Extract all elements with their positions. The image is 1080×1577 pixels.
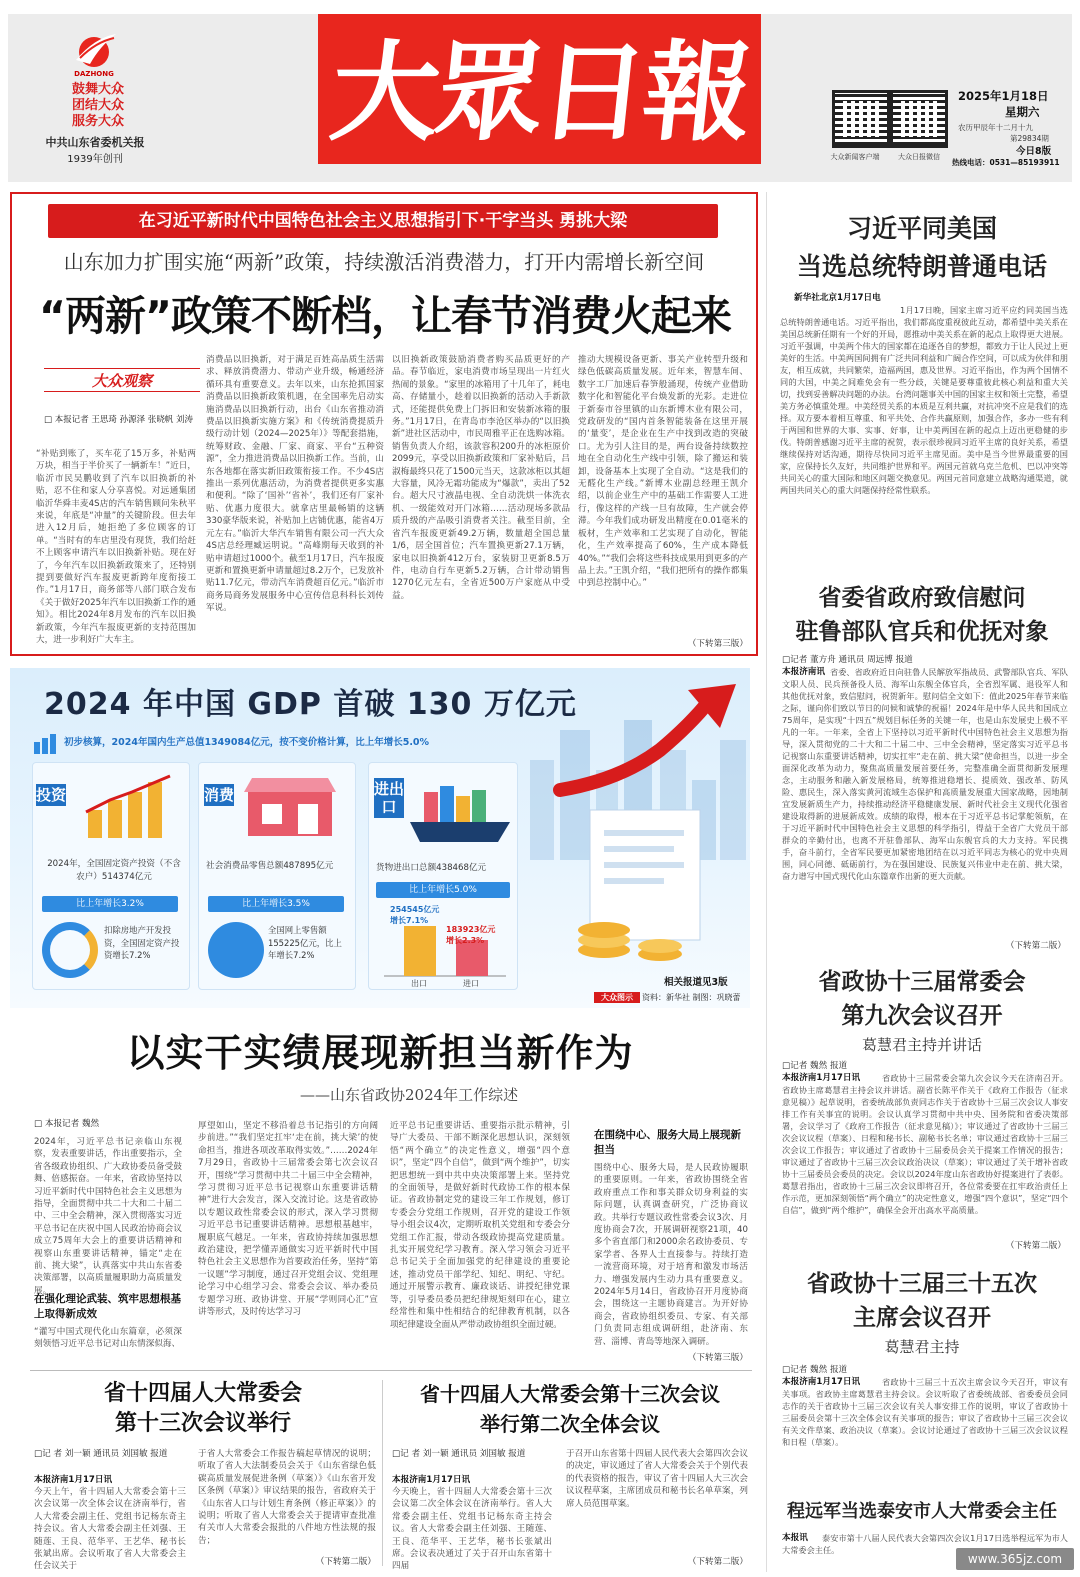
bottom-left-continued: （下转第二版）	[315, 1557, 376, 1567]
coins-icon	[32, 732, 58, 754]
masthead-title: 大眾日報	[324, 30, 755, 156]
masthead-lunar: 农历甲辰年十二月十九	[958, 123, 1033, 132]
sidebar-3-byline: □记者 魏然 报道	[782, 1061, 848, 1071]
bottom-left-text-b: 于省人大常委会工作报告稿起草情况的说明；听取了省人大法制委员会关于《山东省绿色低碳高质量发展促进条例（草案）》《山东省开发区条例（草案）》审议结果的报告，省政府关于《山东省人口与计划生育条例（修正草案）》的说明；听取了省人大常委会关于提请审查批准有关市人大常委会报批的八件地方性法规的报告；	[198, 1449, 376, 1546]
slogan-3: 服务大众	[71, 114, 124, 129]
sidebar-3-continued: （下转第二版）	[1005, 1241, 1066, 1251]
masthead-founded: 1939年创刊	[67, 154, 123, 165]
documents-illustration	[540, 790, 740, 970]
consumption-stat: 社会消费品零售总额487895亿元	[206, 861, 334, 871]
second-col-1-subhead: 在强化理论武装、筑牢思想根基上取得新成效	[34, 1293, 181, 1320]
bottom-mid-continued: （下转第二版）	[687, 1557, 748, 1567]
sidebar-3-dateline: 本报济南1月17日讯	[782, 1073, 861, 1083]
column-logo	[44, 368, 200, 392]
logo-text: DAZHONG	[74, 70, 114, 78]
sidebar-divider	[766, 192, 767, 1572]
watermark: www.365jz.com	[956, 1548, 1074, 1570]
lead-col-2: 消费品以旧换新，对于满足百姓高品质生活需求、释放消费潜力、带动产业升级，畅通经济循环具有重要意义。去年以来，山东抢抓国家消费品以旧换新政策机遇，在全国率先启动实施消费品以旧换新行动，出台《山东省推动消费品以旧换新实施方案》和《传统消费提质升级行动计划（2024—2025年）》等配套措施，统筹财政、金融、厂家、商家、平台“五种资源”，全力推进消费品以旧换新工作。当前，山东各地都在落实新旧政策衔接工作。不少4S店推出一系列优惠活动，为消费者提供更多实惠和便利。“除了‘国补’‘省补’，我们还有厂家补贴、优惠力度很大。就拿店里最畅销的这辆330豪华版来说，补贴加上店铺优惠，能省4万元左右。”临沂大华汽车销售有限公司一汽大众4S店总经理臧运明说。“高峰期每天收到的补贴申请超过1000个。截至1月17日，汽车报废更新和置换更新申请量超过8.2万个，已发放补贴11.7亿元，带动汽车消费超百亿元。”临沂市商务局商务发展服务中心宣传信息科科长刘传军说。	[206, 355, 384, 614]
trade-import-note: 183923亿元 增长2.3%	[446, 925, 496, 945]
bottom-mid-byline: □记 者 刘一颖 通讯员 刘国敏 报道	[392, 1449, 526, 1459]
trade-axis-import: 进口	[463, 979, 479, 988]
gdp-subtitle: 初步核算，2024年国内生产总值1349084亿元，按不变价格计算，比上年增长5.0%	[64, 737, 430, 748]
bottom-left-dateline: 本报济南1月17日讯	[34, 1475, 113, 1485]
lead-continued: （下转第三版）	[687, 639, 748, 649]
second-col-4-subhead: 在围绕中心、服务大局上展现新担当	[594, 1129, 741, 1156]
sidebar-3-title-2: 第九次会议召开	[841, 1003, 1003, 1029]
sidebar-3-text: 省政协十三届常委会第九次会议今天在济南召开。省政协主席葛慧君主持会议并讲话。副省长陈平作关于《政府工作报告（征求意见稿）》起草说明，省委统战部负责同志作关于省政协十三届三次会议人事安排工作有关事宜的说明。会议认真学习贯彻中共中央、国务院和省委决策部署，会议学习了《政府工作报告（征求意见稿）》；审议通过了省政协十三届三次会议议程（草案）、日程和秘书长、副秘书长名单；审议通过省政协十三届三次会议工作报告；审议通过了省政协十三届委员会关于提案工作情况的报告；审议通过了省政协十三届三次会议政治决议（草案）；审议通过了关于增补省政协十三届委员会委员的决定。会议以2024年度山东省政协好提案进行了表彰。葛慧君指出，省政协十三届三次会议即将召开，各位常委要在扛牢政治责任上作示范，更加深刻领悟“两个确立”的决定性意义，增强“四个意识”，坚定“四个自信”，做到“两个维护”，确保全会开出高水平高质量。	[782, 1073, 1068, 1215]
divider-bottom-mid	[382, 1380, 383, 1566]
masthead-weekday: 星期六	[1005, 105, 1040, 119]
sidebar-4-title-2: 主席会议召开	[853, 1305, 991, 1331]
bottom-left-text-a: 今天上午，省十四届人大常委会第十三次会议第一次全体会议在济南举行，省人大常委会副主任、党组书记杨东奇主持会议。省人大常委会副主任刘强、王随莲、王良、范华平、王艺华、秘书长张斌出席。会议听取了省人大常委会主任会议关于	[34, 1487, 186, 1572]
trade-export-note: 254545亿元 增长7.1%	[390, 905, 440, 925]
column-name: 大众观察	[91, 372, 152, 390]
lead-banner	[48, 204, 718, 238]
gdp-title: 2024 年中国 GDP 首破 130 万亿元	[44, 687, 577, 722]
sidebar-4-title-1: 省政协十三届三十五次	[807, 1271, 1037, 1297]
shop-icon	[240, 772, 340, 838]
sidebar-1-title-1: 习近平同美国	[846, 214, 997, 243]
masthead-pages: 今日8版	[1016, 146, 1052, 157]
bottom-mid-headline-1: 省十四届人大常委会第十三次会议	[420, 1382, 720, 1406]
masthead-date: 2025年1月18日	[958, 89, 1049, 103]
investment-stat: 2024年，全国固定资产投资（不含农户）514374亿元	[47, 859, 181, 882]
sidebar-3-sub: 葛慧君主持并讲话	[861, 1036, 982, 1054]
sidebar-2-title-2: 驻鲁部队官兵和优抚对象	[795, 619, 1049, 645]
bottom-mid-dateline: 本报济南1月17日讯	[392, 1475, 471, 1485]
investment-ring-icon	[42, 922, 98, 978]
export-bar	[404, 926, 436, 976]
second-continued: （下转第三版）	[687, 1353, 748, 1363]
masthead-org: 中共山东省委机关报	[45, 136, 145, 149]
dazhong-logo-icon	[70, 30, 118, 70]
sidebar-3-title-1: 省政协十三届常委会	[818, 969, 1026, 995]
bottom-mid-text-b: 于召开山东省第十四届人民代表大会第四次会议的决定，审议通过了省人大常委会关于个别代表的代表资格的报告，审议了省十四届人大三次会议议程草案，主席团成员和秘书长名单草案，列席人员范围草案。	[566, 1449, 748, 1509]
sidebar-2-byline: □记者 董方舟 通讯员 周远博 报道	[782, 655, 913, 665]
second-col-3: 近平总书记重要讲话、重要指示批示精神，引导广大委员、干部不断深化思想认识，深刻领悟“两个确立”的决定性意义，增强“四个意识”，坚定“四个自信”，做到“两个维护”，切实把思想统一到中共中央决策部署上来。坚持党的全面领导，是做好新时代政协工作的根本保证。省政协制定党的建设三年工作规划，修订专委会分党组工作规则，召开党的建设工作领导小组会议4次，定期听取机关党组和专委会分党组工作汇报，带动各级政协提高党建质量。扎实开展党纪学习教育。深入学习领会习近平总书记关于全面加强党的纪律建设的重要论述，推动党员干部学纪、知纪、明纪、守纪。通过开展警示教育、廉政谈话、讲授纪律党课等，引导委员委员把纪律规矩刻印在心，建立经常性和集中性相结合的纪律教育机制，以各项纪律建设全面从严带动政协组织全面过硬。	[390, 1121, 570, 1330]
trade-axis-export: 出口	[411, 979, 427, 988]
second-col-1: 2024年，习近平总书记亲临山东视察，发表重要讲话，作出重要指示，全省各级政协组织、广大政协委员备受鼓舞、倍感振奋。一年来，省政协坚持以习近平新时代中国特色社会主义思想为指导，全面贯彻中共二十大和二十届二中、三中全会精神，深入贯彻落实习近平总书记在庆祝中国人民政治协商会议成立75周年大会上的重要讲话精神和视察山东重要讲话精神，锚定“走在前、挑大梁”，认真落实中共山东省委决策部署，以高质量履职助力高质量发展。	[34, 1137, 182, 1296]
trade-tag: 进出口	[374, 780, 405, 816]
investment-tag: 投资	[36, 786, 67, 804]
trade-pill: 比上年增长5.0%	[376, 882, 510, 898]
slogan-1: 鼓舞大众	[71, 82, 124, 97]
sidebar-2-dateline: 本报济南讯	[782, 667, 825, 677]
cargo-ship-icon	[406, 772, 514, 852]
trade-stat: 货物进出口总额438468亿元	[376, 863, 487, 873]
sidebar-2-continued: （下转第二版）	[1005, 941, 1066, 951]
investment-chart-icon	[80, 770, 184, 840]
lead-col-1: “补贴到账了，买车花了15万多，补贴两万块，相当于半价买了一辆新车！”近日，临沂市民吴鹏收到了汽车以旧换新的补贴，忍不住和家人分享喜悦。对远通集团临沂华舜丰麦4S店的汽车销售顾问朱秋平来说，年底是“冲量”的关键阶段。但去年进入12月后，她拒绝了多位顾客的订单。“当时有的车店里没有现货，我们给赶不上顾客申请汽车以旧换新补贴。现在好了，今年汽车以旧换新政策来了，还特别提到要做好汽车报废更新跨年度衔接工作。”1月17日，商务部等八部门联合发布《关于做好2025年汽车以旧换新工作的通知》。相比2024年8月发布的汽车以旧换新政策，今年汽车报废更新的支持范围加大，进一步利好广大车主。	[36, 449, 196, 646]
sidebar-2-title-1: 省委省政府致信慰问	[818, 585, 1026, 611]
qr-code-wechat-icon	[890, 90, 948, 148]
bottom-left-headline-1: 省十四届人大常委会	[103, 1381, 302, 1406]
second-subhead: ——山东省政协2024年工作综述	[300, 1086, 519, 1104]
divider-second-bottom	[30, 1370, 752, 1371]
bottom-left-headline-2: 第十三次会议举行	[114, 1411, 291, 1436]
lead-col-4: 推动大规模设备更新、事关产业转型升级和绿色低碳高质量发展。近年来，智慧车间、数字工厂加速后春笋般涌现，传统产业借助数字化和智能化平台焕发新的光彩。走进位于新泰市谷里镇的山东新博木业有限公司，党政研发的“国内首条智能装备在这里开展的‘量变’，是企业在生产中找到改造的突破口。尤为引人注目的是，两台设备持续数控地在全自动化生产线中引领，除了搬运和装卸，设备基本上实现了全自动。“这是我们的无醛化生产线。”新博木业副总经理王凯介绍，以前企业生产中的基础工作需要人工进行，像这样的产线一旦有故障，生产就会停滞。今年我们成功研发出精度在0.01毫米的板材，生产效率和工艺实现了自动化，智能化，生产效率提高了60%，生产成本降低40%。”“我们会将这些科技成果用到更多的产品上去。”王凯介绍，“我们把所有的操作都集中到总控制中心。”	[578, 355, 748, 589]
consumption-pill: 比上年增长3.5%	[208, 896, 344, 912]
sidebar-4-byline: □记者 魏然 报道	[782, 1365, 848, 1375]
bottom-left-byline: □记 者 刘一颖 通讯员 刘国敏 报道	[34, 1449, 168, 1459]
related-link[interactable]: 相关报道见3版	[664, 977, 728, 988]
lead-col-3: 以旧换新政策鼓励消费者购买品质更好的产品。春节临近，家电消费市场呈现出一片红火热闹的景象。“家里的冰箱用了十几年了，耗电高、存储量小，趁着以旧换新的活动入手新款式，还能提供免费上门拆旧和安装新冰箱的服务。”1月17日，在青岛市李沧区举办的“以旧换新”进社区活动中，市民周雅平正在选购冰箱。销售负责人介绍，该款容积200升的冰柜原价2099元，享受以旧换新政策和厂家补贴后，吕淑梅最终只花了1500元当天，这款冰柜以其超大容量，风冷无霜功能成为“爆款”，卖出了52台。超大尺寸液晶电视、全自动洗烘一体洗衣机、一级能效对开门冰箱……活动现场多款品质升级的产品吸引消费者关注。截至目前，全省汽车报废更新49.2万辆，数量超全国总量1/6，居全国首位；汽车置换更新27.1万辆，家电以旧换新412万台，家装厨卫更新8.5万件，电动自行车更新5.2万辆，合计带动销售1270亿元左右，全省近500万户家庭从中受益。	[392, 355, 570, 601]
sidebar-1-title-2: 当选总统特朗普通电话	[796, 252, 1047, 281]
lead-headline: “两新”政策不断档，让春节消费火起来	[39, 292, 731, 340]
qr-caption-wechat: 大众日报微信	[898, 153, 940, 161]
second-col-4: 围绕中心、服务大局，是人民政协履职的重要原则。一年来，省政协围绕全省政府重点工作和事关群众切身利益的实际问题，认真调查研究，广泛协商议政。共举行专题议政性常委会议3次、月度协商会7次，开展调研视察21项，40多个省直部门和2000余名政协委员、专家学者、各界人士直接参与。持续打造一流营商环境，对于培育和激发市场活力、增强发展内生动力具有重要意义。2024年5月14日，省政协召开月度协商会，围绕这一主题协商建言。为开好协商会，省政协组织委员、专家、有关部门负责同志组成调研组，赴济南、东营、淄博、青岛等地深入调研。	[594, 1163, 748, 1347]
second-col-2: 厚望如山，坚定不移沿着总书记指引的方向阔步前进。”“我们坚定扛牢‘走在前，挑大梁’的使命担当，推进各项改革取得实效。”……2024年7月29日，省政协十三届常委会第七次会议召开，围绕“学习贯彻中共二十届三中全会精神，学习贯彻习近平总书记视察山东重要讲话精神”进行大会发言，深入交流讨论。这是省政协以专题议政性常委会议的形式，深入学习贯彻习近平总书记重要讲话精神。思想根基越牢，履职底气越足。一年来，省政协持续加强思想政治建设，把学懂弄通做实习近平新时代中国特色社会主义思想作为首要政治任务，坚持“第一议题”学习制度，通过召开党组会议、党组理论学习中心组学习会、常委会会议、举办委员专题学习班、政协讲堂、开展“学则同心汇”宣讲等形式，及时传达学习习	[198, 1121, 378, 1318]
masthead-issue: 第29834期	[1010, 134, 1049, 143]
consumption-tag: 消费	[204, 786, 235, 804]
second-col-1b: “灌写中国式现代化山东篇章，必须深刻领悟习近平总书记对山东情深似海、	[34, 1327, 182, 1350]
sidebar-5-title: 程远军当选泰安市人大常委会主任	[787, 1501, 1057, 1522]
sidebar-4-sub: 葛慧君主持	[884, 1338, 960, 1356]
second-headline: 以实干实绩展现新担当新作为	[126, 1031, 634, 1075]
second-byline: □ 本报记者 魏然	[34, 1119, 100, 1129]
infographic-brand: 大众图示	[594, 992, 640, 1003]
masthead-hotline: 热线电话：0531—85193911	[952, 158, 1060, 167]
sidebar-5-dateline: 本报讯	[782, 1533, 808, 1543]
sidebar-4-dateline: 本报济南1月17日讯	[782, 1377, 861, 1387]
cart-icon	[208, 922, 264, 978]
sidebar-2-text: 省委、省政府近日向驻鲁人民解放军指战员、武警部队官兵、军队文职人员、民兵预备役人员、海军山东舰全体官兵，全省烈军属、退役军人和其他优抚对象，致信慰问，祝贺新年。慰问信全文如下：值此2025年春节来临之际，谨向你们致以节日的问候和诚挚的祝福！2024年是中华人民共和国成立75周年，是实现“十四五”规划目标任务的关键一年，也是山东发展史上极不平凡的一年。一年来，全省上下坚持以习近平新时代中国特色社会主义思想为指导，深入贯彻党的二十大和二十届二中、三中全会精神，坚定落实习近平总书记视察山东重要讲话精神，切实扛牢“走在前、挑大梁”使命担当，以进一步全面深化改革为动力，聚焦高质量发展首要任务，完整准确全面贯彻新发展理念，主动服务和融入新发展格局，统筹推进稳增长、提质效、强改革、防风险、惠民生，深入落实黄河流域生态保护和高质量发展重大国家战略，因地制宜发展新质生产力，持续推动经济平稳健康发展、新时代社会主义现代化强省建设取得新的进展新成效。成绩的取得，根本在于习近平总书记掌舵领航，在于习近平新时代中国特色社会主义思想的科学指引，得益于全省广大党员干部群众的辛勤付出，也离不开驻鲁部队、海军山东舰官兵的大力支持。军民携手，奋斗前行，全省军民要更加紧密地团结在以习近平同志为核心的党中央周围，同心同德、砥砺前行，为在强国建设、民族复兴伟业中走在前、挑大梁，奋力谱写中国式现代化山东篇章作出新的更大贡献。	[782, 667, 1068, 881]
sidebar-4-text: 省政协十三届三十五次主席会议今天召开，审议有关事项。省政协主席葛慧君主持会议。会议听取了省委统战部、省委委员会同志作的关于省政协十三届三次会议有关人事安排工作的说明，审议了省政协十三届委员会第十三次全体会议有关事项的报告；审议了省政协十三届三次会议有关文件草案、政治决议（草案）。会议讨论通过了省政协十三届三次会议议程和日程（草案）。	[782, 1377, 1068, 1447]
lead-banner-text: 在习近平新时代中国特色社会主义思想指引下·干字当头 勇挑大梁	[138, 211, 628, 231]
qr-caption-app: 大众新闻客户端	[830, 153, 880, 161]
sidebar-1-text: 1月17日晚，国家主席习近平应约同美国当选总统特朗普通电话。习近平指出，我们都高度重视彼此互动，都希望中美关系在美国总统新任期有一个好的开局，愿推动中美关系在新的起点上取得更大进展。习近平强调，中美两个伟大的国家都在追逐各自的梦想，都致力于让人民过上更美好的生活。中美两国间拥有广泛共同利益和广阔合作空间，可以成为伙伴和朋友，相互成就，共同繁荣，造福两国，惠及世界。习近平指出，作为两个国情不同的大国，中美之间难免会有一些分歧，关键是要尊重彼此核心利益和重大关切，找到妥善解决问题的办法。台湾问题事关中国的国家主权和领土完整，希望美方务必慎重处理。中美经贸关系的本质是互利共赢，对抗冲突不应是我们的选择。双方要本着相互尊重、和平共处、合作共赢原则，加强合作，多办一些有利于两国和世界的大事、实事、好事，让中美两国在新的起点上迈出更稳健的步伐。特朗普感谢习近平主席的祝贺，表示很珍视同习近平主席的良好关系，希望继续保持对话沟通，期待尽快同习近平主席见面。美中是当今世界最重要的国家，应保持长久友好，共同维护世界和平。两国元首就乌克兰危机、巴以冲突等共同关心的重大国际和地区问题交换意见。两国元首同意建立战略沟通渠道，就两国共同关心的重大问题保持经常性联系。	[780, 305, 1068, 495]
lead-kicker: 山东加力扩围实施“两新”政策，持续激活消费潜力，打开内需增长新空间	[63, 250, 705, 274]
bottom-mid-text-a: 今天晚上，省十四届人大常委会第十三次会议第二次全体会议在济南举行。省人大常委会副主任、党组书记杨东奇主持会议。省人大常委会副主任刘强、王随莲、王良、范华平、王艺华，秘书长张斌出席。会议表决通过了关于召开山东省第十四届	[392, 1487, 552, 1572]
growth-arrow-icon	[560, 680, 750, 800]
bottom-mid-headline-2: 举行第二次全体会议	[480, 1412, 660, 1436]
infographic-source: 资料：新华社 制图：巩晓蕾	[642, 993, 741, 1002]
slogan-2: 团结大众	[71, 98, 124, 113]
sidebar-5-text: 泰安市第十八届人民代表大会第四次会议1月17日选举程远军为市人大常委会主任。	[782, 1533, 1068, 1555]
lead-byline: □ 本报记者 王思琦 孙源泽 张晓帆 刘涛	[44, 415, 194, 425]
consumption-note: 全国网上零售额155225亿元，比上年增长7.2%	[268, 925, 342, 960]
investment-note: 扣除房地产开发投资，全国固定资产投资增长7.2%	[104, 925, 180, 960]
sidebar-1-dateline: 新华社北京1月17日电	[794, 293, 881, 303]
slogans	[58, 82, 138, 130]
investment-pill: 比上年增长3.2%	[42, 896, 178, 912]
qr-code-app-icon	[832, 90, 890, 148]
